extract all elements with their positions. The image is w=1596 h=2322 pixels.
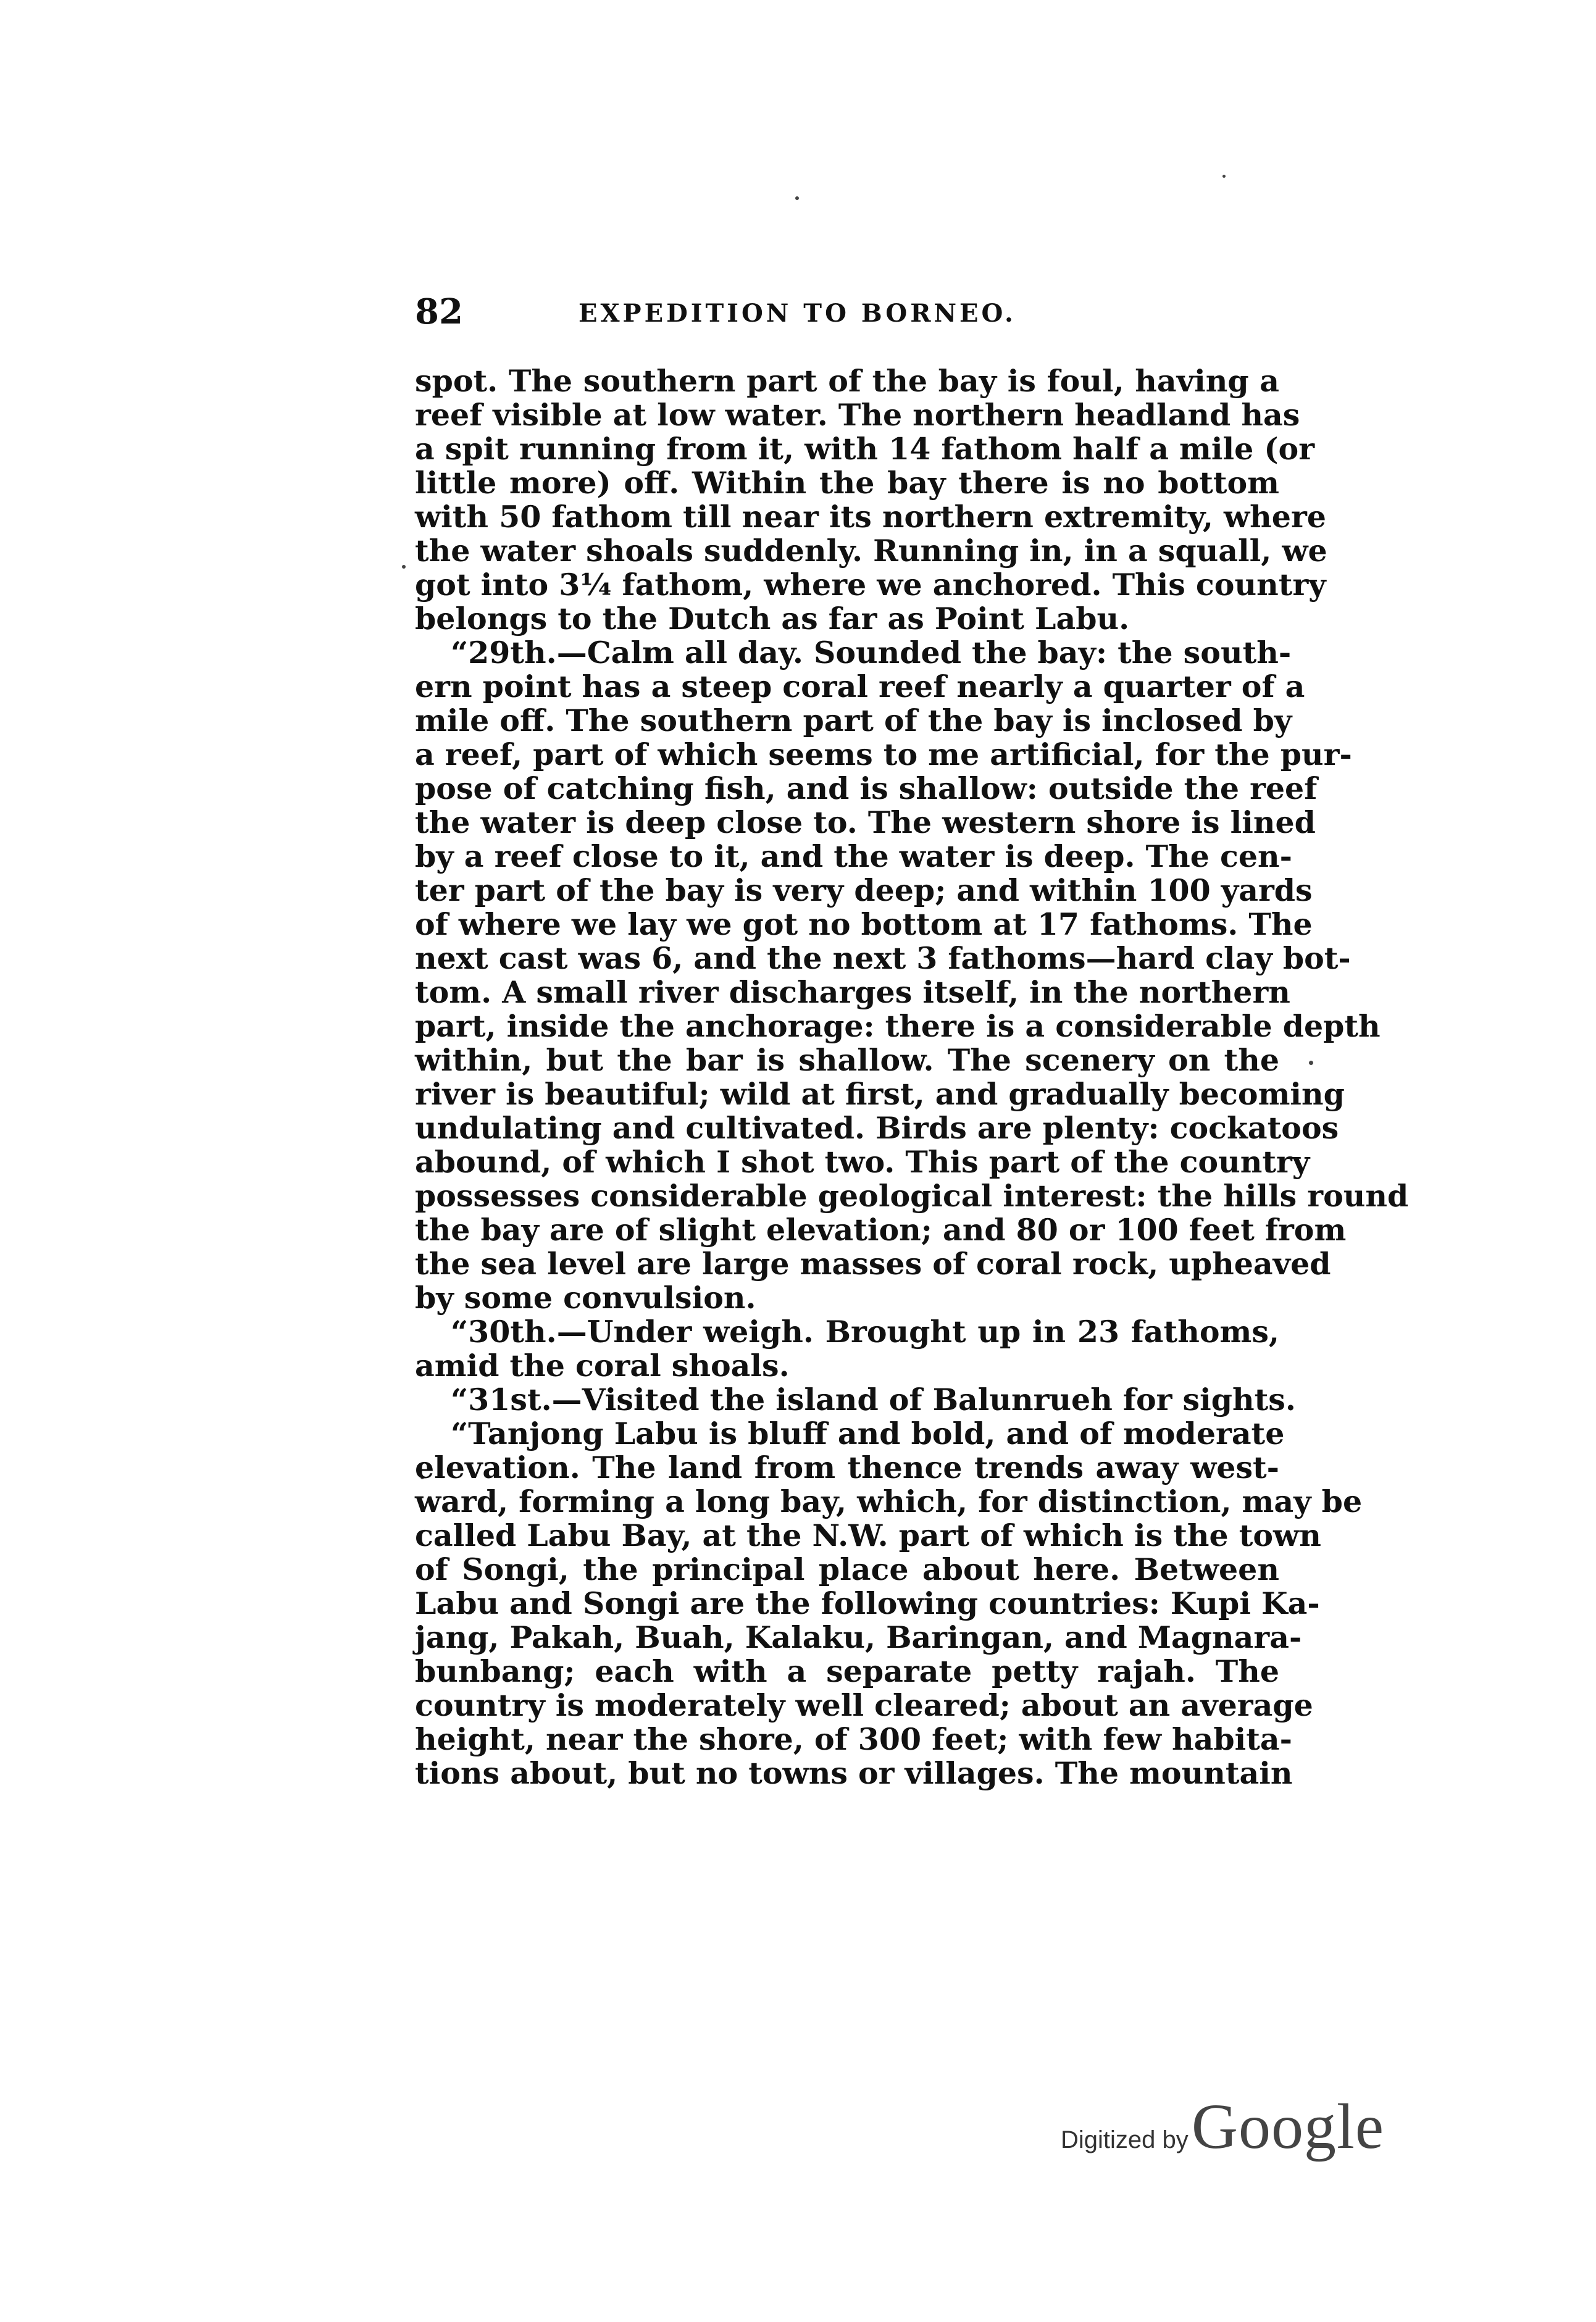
text-line: tions about, but no towns or villages. The mountain [415, 1755, 1293, 1791]
text-line: with 50 fathom till near its northern extremity, where [415, 499, 1326, 535]
running-title: EXPEDITION TO BORNEO. [579, 299, 1016, 328]
watermark-prefix: Digitized by [1061, 2126, 1189, 2153]
text-line: of where we lay we got no bottom at 17 fathoms. The [415, 906, 1313, 942]
text-line: of Songi, the principal place about here. Between [415, 1551, 1279, 1587]
text-line: by some convulsion. [415, 1280, 756, 1316]
text-line: called Labu Bay, at the N.W. part of which is the town [415, 1518, 1321, 1553]
digitized-watermark [1061, 2090, 1384, 2176]
scan-speck-top [795, 196, 799, 200]
page-number: 82 [415, 291, 463, 332]
scan-speck-right [1309, 1061, 1313, 1065]
text-line: spot. The southern part of the bay is foul, having a [415, 363, 1279, 399]
text-line: ward, forming a long bay, which, for distinction, may be [415, 1484, 1363, 1519]
text-line: “Tanjong Labu is bluff and bold, and of moderate [451, 1416, 1285, 1451]
page-header [415, 290, 1292, 333]
body-text [415, 363, 1409, 1791]
text-line: tom. A small river discharges itself, in the northern [415, 974, 1290, 1010]
google-logo: Google [1191, 2091, 1385, 2162]
text-line: undulating and cultivated. Birds are plenty: cockatoos [415, 1110, 1339, 1146]
text-line: height, near the shore, of 300 feet; with few habita- [415, 1721, 1292, 1757]
text-line: within, but the bar is shallow. The scenery on the [415, 1042, 1279, 1078]
text-line: a reef, part of which seems to me artificial, for the pur- [415, 737, 1352, 772]
text-line: ern point has a steep coral reef nearly a quarter of a [415, 669, 1305, 704]
text-line: by a reef close to it, and the water is deep. The cen- [415, 838, 1292, 874]
text-line: ter part of the bay is very deep; and within 100 yards [415, 872, 1313, 908]
text-line: possesses considerable geological interest: the hills round [415, 1178, 1409, 1214]
text-line: “31st.—Visited the island of Balunrueh for sights. [451, 1382, 1296, 1418]
text-line: belongs to the Dutch as far as Point Labu. [415, 601, 1130, 637]
text-line: next cast was 6, and the next 3 fathoms—hard clay bot- [415, 940, 1351, 976]
scan-speck-left [402, 565, 406, 569]
text-line: jang, Pakah, Buah, Kalaku, Baringan, and Magnara- [415, 1619, 1302, 1655]
text-line: country is moderately well cleared; about an average [415, 1687, 1313, 1723]
text-line: the sea level are large masses of coral rock, upheaved [415, 1246, 1331, 1282]
text-line: elevation. The land from thence trends away west- [415, 1450, 1279, 1485]
text-line: a spit running from it, with 14 fathom half a mile (or [415, 431, 1315, 467]
text-line: “29th.—Calm all day. Sounded the bay: the south- [451, 635, 1292, 670]
text-line: abound, of which I shot two. This part of the country [415, 1144, 1310, 1180]
text-line: got into 3¼ fathom, where we anchored. This country [415, 567, 1326, 603]
text-line: reef visible at low water. The northern headland has [415, 397, 1300, 433]
text-line: mile off. The southern part of the bay is inclosed by [415, 703, 1292, 738]
text-line: little more) off. Within the bay there is no bottom [415, 465, 1279, 501]
text-line: the water is deep close to. The western shore is lined [415, 804, 1316, 840]
text-line: bunbang; each with a separate petty rajah. The [415, 1653, 1279, 1689]
text-line: “30th.—Under weigh. Brought up in 23 fathoms, [451, 1314, 1279, 1350]
text-line: pose of catching fish, and is shallow: outside the reef [415, 771, 1318, 806]
text-line: Labu and Songi are the following countries: Kupi Ka- [415, 1585, 1320, 1621]
scan-speck-top-right [1222, 175, 1226, 178]
text-line: river is beautiful; wild at first, and gradually becoming [415, 1076, 1345, 1112]
text-line: amid the coral shoals. [415, 1348, 790, 1384]
text-line: the bay are of slight elevation; and 80 or 100 feet from [415, 1212, 1347, 1248]
text-line: part, inside the anchorage: there is a considerable depth [415, 1008, 1381, 1044]
text-line: the water shoals suddenly. Running in, in a squall, we [415, 533, 1327, 569]
